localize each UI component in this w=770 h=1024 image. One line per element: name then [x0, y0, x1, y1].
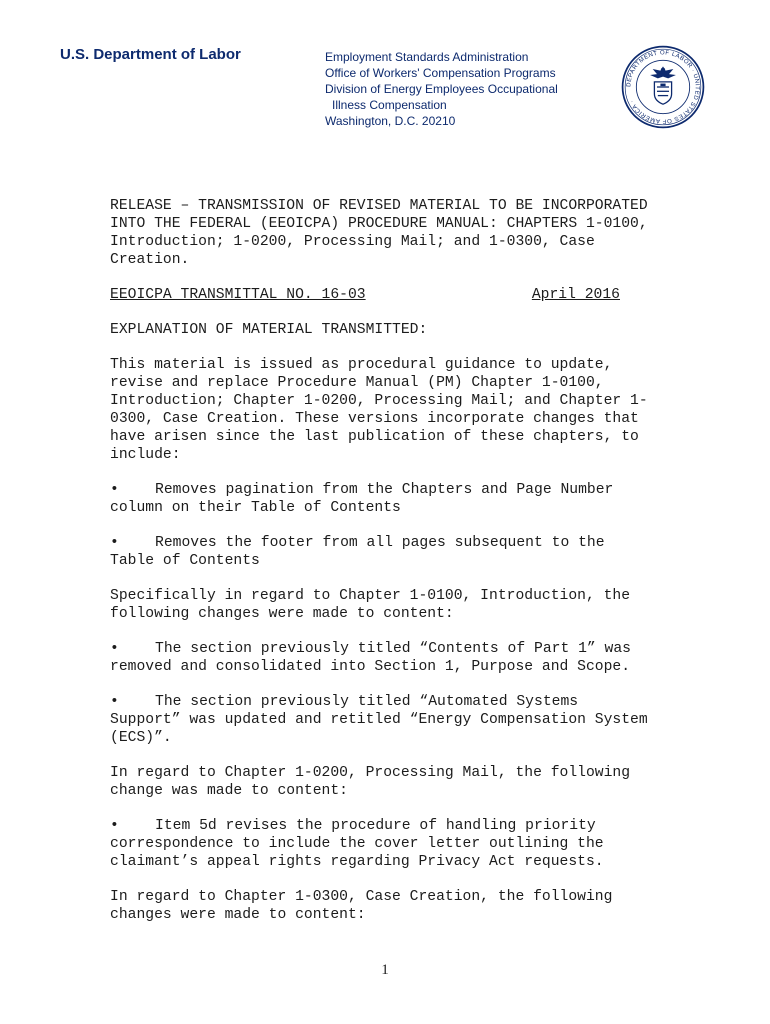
page-number: 1 — [381, 962, 389, 978]
bullet-text: Removes pagination from the Chapters and Page Number column on their Table of Contents — [110, 482, 623, 516]
address-line: Division of Energy Employees Occupational — [325, 82, 558, 96]
intro-paragraph: This material is issued as procedural guidance to update, revise and replace Procedure Manual (PM) Chapter 1-0100, Introduction; Chapter 1-0200, Processing Mail; and Chapter 1-0300, Case Creation. These versions incorporate changes that have arisen since the last publication of these chapters, to include: — [110, 357, 648, 463]
transmittal-number: EEOICPA TRANSMITTAL NO. 16-03 — [110, 287, 366, 303]
bullet-icon: • — [110, 694, 119, 710]
address-line: Office of Workers' Compensation Programs — [325, 66, 556, 80]
list-item — [110, 693, 657, 747]
department-name: U.S. Department of Labor — [60, 46, 241, 63]
list-item — [110, 534, 650, 570]
bullet-text: Item 5d revises the procedure of handling priority correspondence to include the cover letter outlining the claimant’s appeal rights regarding Privacy Act requests. — [110, 818, 613, 870]
list-item — [110, 481, 650, 517]
chapter-0100-intro: Specifically in regard to Chapter 1-0100, Introduction, the following changes were made to content: — [110, 588, 639, 622]
bullet-icon: • — [110, 818, 119, 834]
list-item — [110, 640, 650, 676]
bullet-text: The section previously titled “Automated Systems Support” was updated and retitled “Energy Compensation System (ECS)”. — [110, 694, 657, 746]
bullet-icon: • — [110, 535, 119, 551]
chapter-0300-intro: In regard to Chapter 1-0300, Case Creation, the following changes were made to content: — [110, 889, 622, 923]
address-line: Employment Standards Administration — [325, 50, 529, 64]
transmittal-date: April 2016 — [531, 287, 620, 303]
bullet-text: The section previously titled “Contents of Part 1” was removed and consolidated into Section 1, Purpose and Scope. — [110, 641, 640, 675]
bullet-icon: • — [110, 641, 119, 657]
transmittal-header-line — [110, 286, 620, 304]
address-line: Washington, D.C. 20210 — [325, 114, 456, 128]
transmittal-document-body — [110, 197, 657, 941]
bullet-text: Removes the footer from all pages subsequent to the Table of Contents — [110, 535, 614, 569]
chapter-0200-intro: In regard to Chapter 1-0200, Processing Mail, the following change was made to content: — [110, 765, 639, 799]
seal-ring-text: DEPARTMENT OF LABOR · UNITED STATES OF AMERICA · — [626, 50, 700, 124]
release-title: RELEASE – TRANSMISSION OF REVISED MATERIAL TO BE INCORPORATED INTO THE FEDERAL (EEOICPA) PROCEDURE MANUAL: CHAPTERS 1-0100, Introduction; 1-0200, Processing Mail; and 1-0300, Case Creation. — [110, 198, 657, 268]
bullet-icon: • — [110, 482, 119, 498]
list-item — [110, 817, 650, 871]
office-address-block — [325, 49, 558, 129]
department-of-labor-seal-icon — [620, 44, 706, 130]
explanation-heading: EXPLANATION OF MATERIAL TRANSMITTED: — [110, 322, 428, 338]
address-line: Illness Compensation — [332, 98, 447, 112]
letterhead — [0, 0, 770, 140]
